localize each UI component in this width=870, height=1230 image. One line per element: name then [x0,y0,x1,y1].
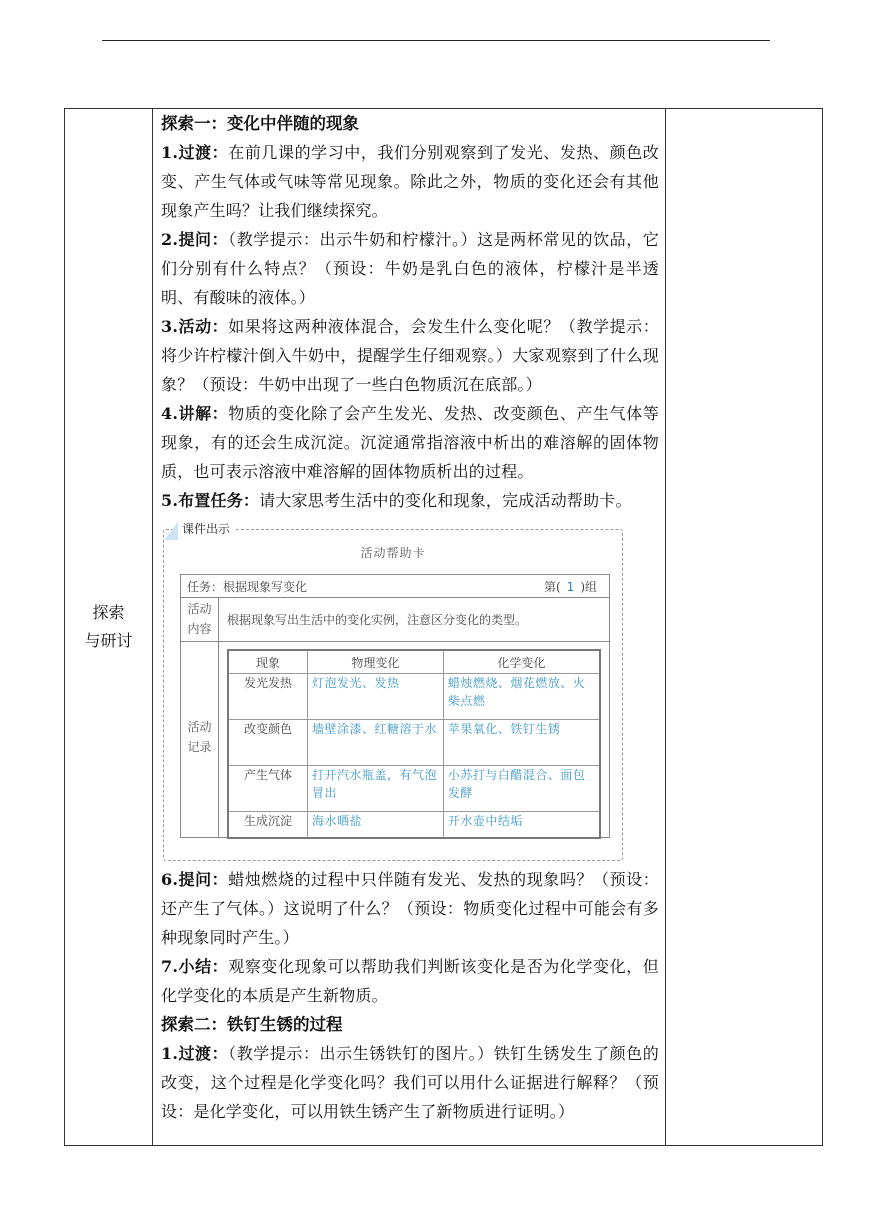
header-phenomenon: 现象 [228,650,308,674]
step-4-paragraph: 4.讲解：物质的变化除了会产生发光、发热、改变颜色、产生气体等现象，有的还会生成沉淀。沉淀通常指溶液中析出的难溶解的固体物质，也可表示溶液中难溶解的固体物质析出的过程。 [161,404,659,481]
content-text: 根据现象写出生活中的变化实例，注意区分变化的类型。 [227,613,528,627]
stage-label-cell [65,109,153,1146]
activity-record-row [181,641,609,837]
step-3-paragraph: 3.活动：如果将这两种液体混合，会发生什么变化呢？（教学提示：将少许柠檬汁倒入牛奶中，提醒学生仔细观察。）大家观察到了什么现象？（预设：牛奶中出现了一些白色物质沉在底部。） [161,317,659,394]
record-header-row [228,650,600,674]
table-row: 产生气体 打开汽水瓶盖，有气泡冒出 小苏打与白醋混合、面包发酵 [228,766,600,812]
table-row: 改变颜色 墙壁涂漆、红糖溶于水 苹果氧化、铁钉生锈 [228,720,600,766]
table-row: 生成沉淀 海水晒盐 开水壶中结垢 [228,812,600,838]
section-heading-2: 探索二：铁钉生锈的过程 [161,1015,343,1034]
step-5-paragraph: 5.布置任务：请大家思考生活中的变化和现象，完成活动帮助卡。 [161,491,632,510]
content-label: 活动 内容 [181,597,219,641]
help-card-form [180,574,610,838]
step-7-paragraph: 7.小结：观察变化现象可以帮助我们判断该变化是否为化学变化，但化学变化的本质是产生新物质。 [161,957,659,1005]
record-table [227,649,601,839]
card-title: 活动帮助卡 [360,546,426,560]
header-physical: 物理变化 [308,650,444,674]
group-number-field: 第( 1 )组 [543,580,597,594]
step-6-paragraph: 6.提问：蜡烛燃烧的过程中只伴随有发光、发热的现象吗？（预设：还产生了气体。）这说明了什么？（预设：物质变化过程中可能会有多种现象同时产生。） [161,870,659,947]
section-heading-1: 探索一：变化中伴随的现象 [161,114,359,133]
step-1-paragraph: 1.过渡：在前几课的学习中，我们分别观察到了发光、发热、颜色改变、产生气体或气味等常见现象。除此之外，物质的变化还会有其他现象产生吗？让我们继续探究。 [161,143,659,220]
courseware-card [163,522,623,861]
header-chemical: 化学变化 [443,650,600,674]
task-label: 任务：根据现象写变化 [187,580,308,594]
notes-cell [666,109,823,1146]
main-content-cell [153,109,666,1146]
lesson-plan-table [64,108,823,1146]
stage-label: 探索 与研讨 [84,603,133,650]
table-row: 发光发热 灯泡发光、发热 蜡烛燃烧、烟花燃放、火柴点燃 [228,674,600,720]
activity-content-row [181,597,609,642]
task-row [181,575,609,598]
section-2-step-1-paragraph: 1.过渡：（教学提示：出示生锈铁钉的图片。）铁钉生锈发生了颜色的改变，这个过程是化学变化吗？我们可以用什么证据进行解释？（预设：是化学变化，可以用铁生锈产生了新物质进行证明。） [161,1044,659,1121]
header-rule [102,40,770,41]
step-2-paragraph: 2.提问：（教学提示：出示牛奶和柠檬汁。）这是两杯常见的饮品，它们分别有什么特点？（预设：牛奶是乳白色的液体，柠檬汁是半透明、有酸味的液体。） [161,230,659,307]
record-label: 活动 记录 [181,641,219,837]
courseware-tag: 课件出示 [178,520,234,537]
